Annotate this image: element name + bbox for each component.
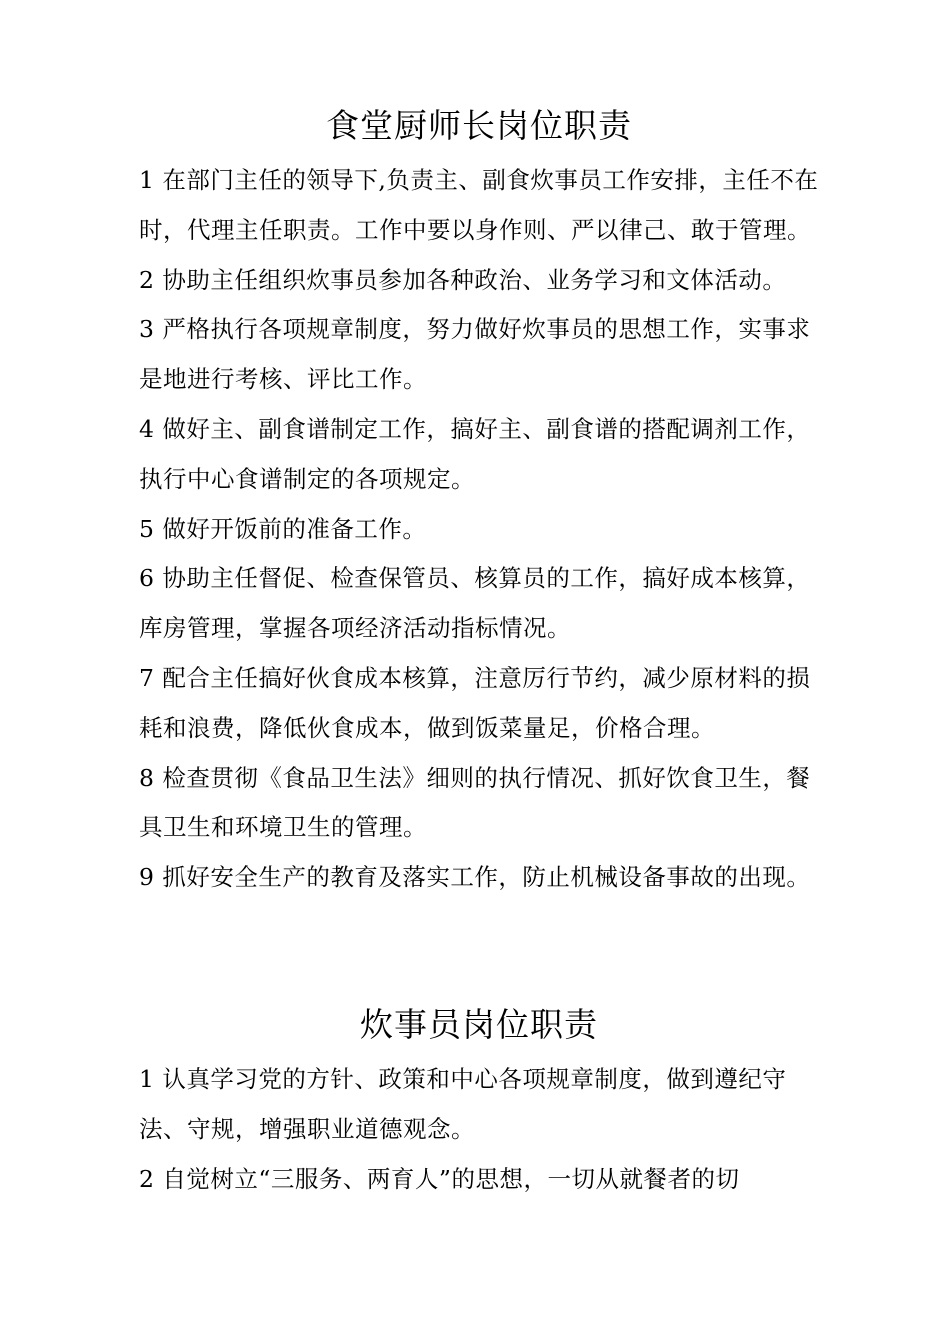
duty-item-3: 3 严格执行各项规章制度，努力做好炊事员的思想工作，实事求是地进行考核、评比工作。 [139,315,811,394]
duty-item-4: 4 做好主、副食谱制定工作，搞好主、副食谱的搭配调剂工作，执行中心食谱制定的各项规定。 [139,414,811,493]
duty-item-5: 5 做好开饭前的准备工作。 [139,514,427,543]
duty-item-1: 1 在部门主任的领导下,负责主、副食炊事员工作安排，主任不在时，代理主任职责。工作中要以身作则、严以律己、敢于管理。 [139,166,819,244]
duty-item-1: 1 认真学习党的方针、政策和中心各项规章制度，做到遵纪守法、守规，增强职业道德观念。 [139,1065,787,1143]
duty-item-9: 9 抓好安全生产的教育及落实工作，防止机械设备事故的出现。 [139,863,811,892]
cook-duties-section [139,1003,819,1204]
chef-duties-section [139,104,819,903]
section-title: 食堂厨师长岗位职责 [326,106,632,145]
section-title: 炊事员岗位职责 [360,1005,598,1044]
duty-item-8: 8 检查贯彻《食品卫生法》细则的执行情况、抓好饮食卫生，餐具卫生和环境卫生的管理。 [139,763,811,842]
duty-item-7: 7 配合主任搞好伙食成本核算，注意厉行节约，减少原材料的损耗和浪费，降低伙食成本，做到饭菜量足，价格合理。 [139,663,811,742]
duty-item-2: 2 协助主任组织炊事员参加各种政治、业务学习和文体活动。 [139,265,787,294]
duty-item-6: 6 协助主任督促、检查保管员、核算员的工作，搞好成本核算，库房管理，掌握各项经济活动指标情况。 [139,564,811,643]
duty-item-2: 2 自觉树立“三服务、两育人”的思想，一切从就餐者的切 [139,1164,740,1193]
